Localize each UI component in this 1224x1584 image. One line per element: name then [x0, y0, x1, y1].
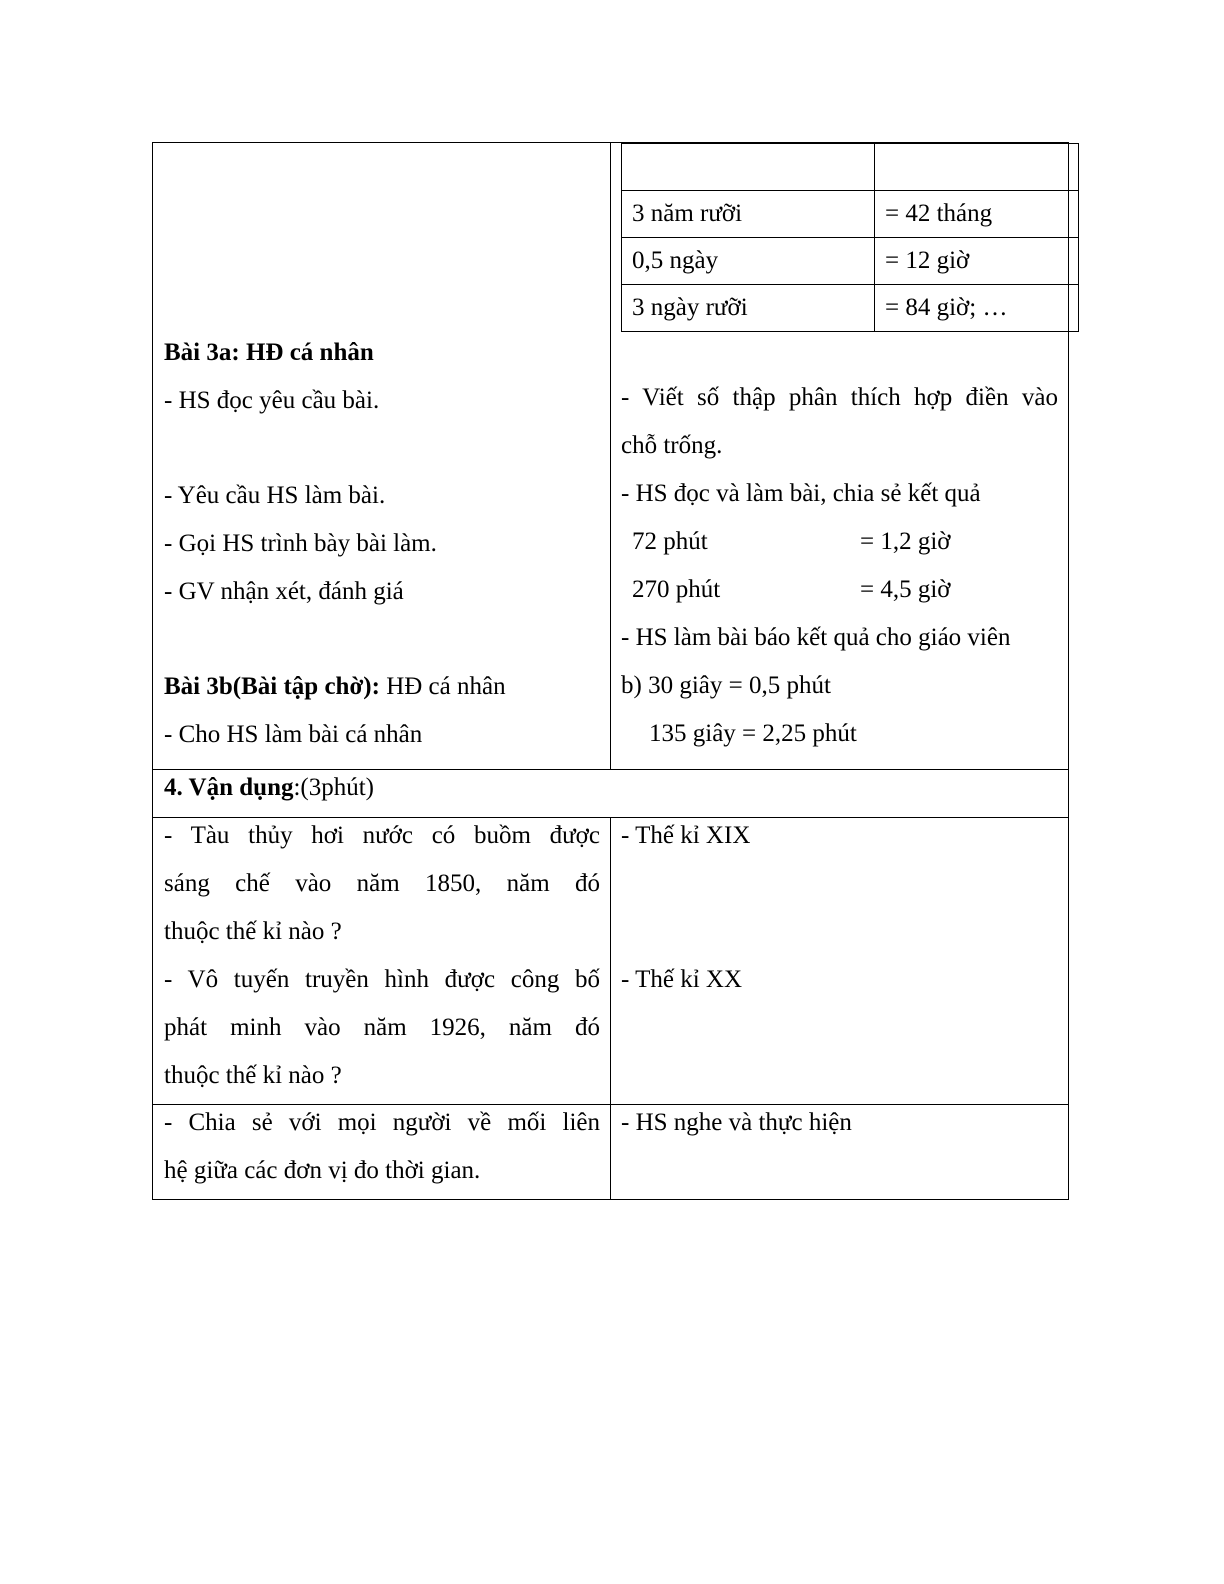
share-line: - Chia sẻ với mọi người về mối liên	[164, 1109, 600, 1136]
table-row	[622, 191, 1079, 238]
table-cell: = 84 giờ; …	[875, 285, 1079, 332]
bai3a-item: - HS đọc yêu cầu bài.	[164, 387, 380, 414]
hs-do-line: - HS đọc và làm bài, chia sẻ kết quả	[621, 480, 981, 507]
bai3-left-cell	[153, 143, 611, 770]
bai3-right-cell	[611, 143, 1069, 770]
result-right: = 4,5 giờ	[860, 576, 951, 603]
bai3b-item: - Cho HS làm bài cá nhân	[164, 721, 423, 748]
question-line: thuộc thế kỉ nào ?	[164, 1062, 342, 1089]
row-questions	[153, 818, 1069, 1105]
result-row	[621, 518, 1058, 566]
bai3a-title: Bài 3a: HĐ cá nhân	[164, 339, 374, 366]
conversion-table	[621, 143, 1079, 332]
result-right: = 1,2 giờ	[860, 528, 951, 555]
table-cell: 3 năm rưỡi	[622, 191, 875, 238]
question-line: sáng chế vào năm 1850, năm đó	[164, 870, 600, 897]
row-share	[153, 1105, 1069, 1200]
question-line: - Tàu thủy hơi nước có buồm được	[164, 822, 600, 849]
result-row	[621, 566, 1058, 614]
table-row	[622, 285, 1079, 332]
result-left: 270 phút	[632, 576, 721, 603]
table-cell	[622, 144, 875, 191]
table-cell: = 12 giờ	[875, 238, 1079, 285]
share-answer-cell	[611, 1105, 1069, 1200]
bai3b-title: Bài 3b(Bài tập chờ): HĐ cá nhân	[164, 673, 506, 700]
share-answer: - HS nghe và thực hiện	[621, 1109, 852, 1136]
lesson-table	[152, 142, 1069, 1200]
b-line: b) 30 giây = 0,5 phút	[621, 672, 831, 699]
table-cell: 3 ngày rưỡi	[622, 285, 875, 332]
question-line: - Vô tuyến truyền hình được công bố	[164, 966, 600, 993]
bai3a-item: - Yêu cầu HS làm bài.	[164, 482, 386, 509]
table-row	[622, 144, 1079, 191]
result-left: 72 phút	[632, 528, 708, 555]
questions-cell	[153, 818, 611, 1105]
table-cell: 0,5 ngày	[622, 238, 875, 285]
task-line: chỗ trống.	[621, 432, 723, 459]
answer-line: - Thế kỉ XX	[621, 966, 743, 993]
task-line: - Viết số thập phân thích hợp điền vào	[621, 384, 1058, 411]
section4-heading: 4. Vận dụng:(3phút)	[153, 770, 1069, 818]
bai3a-item: - GV nhận xét, đánh giá	[164, 578, 404, 605]
table-cell: = 42 tháng	[875, 191, 1079, 238]
question-line: phát minh vào năm 1926, năm đó	[164, 1014, 600, 1041]
table-row	[622, 238, 1079, 285]
question-line: thuộc thế kỉ nào ?	[164, 918, 342, 945]
answer-line: - Thế kỉ XIX	[621, 822, 751, 849]
answers-cell	[611, 818, 1069, 1105]
hs-report-line: - HS làm bài báo kết quả cho giáo viên	[621, 624, 1011, 651]
bai3a-item: - Gọi HS trình bày bài làm.	[164, 530, 437, 557]
share-line: hệ giữa các đơn vị đo thời gian.	[164, 1157, 481, 1184]
row-section4	[153, 770, 1069, 818]
b-line: 135 giây = 2,25 phút	[649, 720, 857, 747]
share-cell	[153, 1105, 611, 1200]
row-bai3	[153, 143, 1069, 770]
table-cell	[875, 144, 1079, 191]
